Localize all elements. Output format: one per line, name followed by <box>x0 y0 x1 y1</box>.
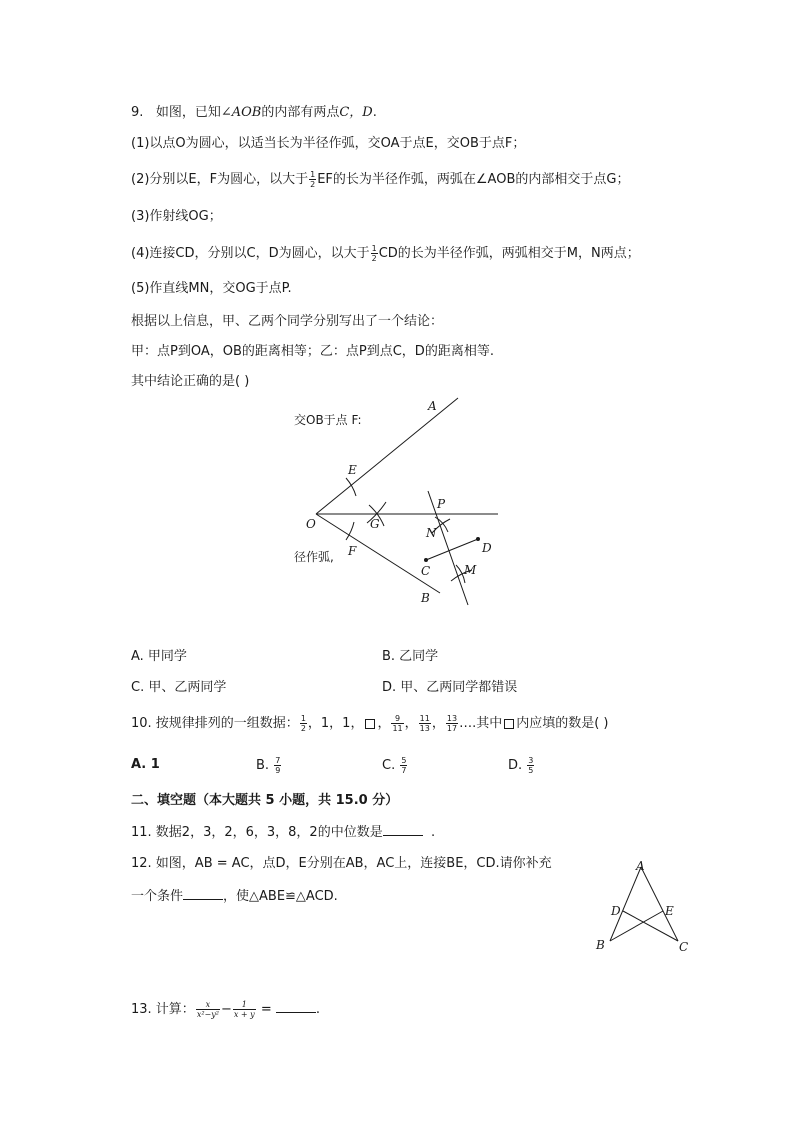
answer-blank[interactable] <box>383 823 423 836</box>
label-p: P <box>437 497 446 511</box>
q12-line1: 12. 如图，AB = AC，点D，E分别在AB，AC上，连接BE，CD.请你补充 <box>131 856 552 871</box>
q9-step4: (4)连接CD，分别以C，D为圆心，以大于 $\frac{1}{2}$ CD的长为半径作弧，两弧相交于M，N两点； <box>131 244 640 263</box>
label-a: A <box>428 399 437 413</box>
q13: 13. 计算： $\frac{x}{\text{x²−y²}}$ − $\frac{1}{x + y}$ = . <box>131 1000 321 1019</box>
fraction: $\frac{x}{\text{x²−y²}}$ <box>196 1000 219 1019</box>
label-d: D <box>611 904 621 918</box>
fraction: $\frac{7}{9}$ <box>275 756 281 775</box>
answer-blank[interactable] <box>276 1000 316 1013</box>
label-f: F <box>348 544 357 558</box>
fraction: $\frac{11}{13}$ <box>419 714 430 733</box>
label-a: A <box>636 859 645 873</box>
fraction: $\frac{1}{2}$ <box>371 244 377 263</box>
q11: 11. 数据2，3，2，6，3，8，2的中位数是 . <box>131 825 436 840</box>
q10-option-a[interactable]: A. 1 <box>131 757 160 772</box>
q9-option-d[interactable]: D. 甲、乙两同学都错误 <box>382 680 518 695</box>
label-m: M <box>464 563 477 577</box>
point-d <box>476 537 480 541</box>
label-c: C <box>421 564 431 578</box>
figure-note-bottom: 径作弧, <box>294 550 334 564</box>
label-b: B <box>596 938 605 952</box>
blank-box <box>365 719 375 729</box>
answer-blank[interactable] <box>183 887 223 900</box>
q9-step2: (2)分别以E，F为圆心，以大于 $\frac{1}{2}$ EF的长为半径作弧，两弧在∠AOB的内部相交于点G； <box>131 170 630 189</box>
label-n: N <box>426 526 437 540</box>
label-c: C <box>679 940 689 954</box>
label-b: B <box>421 591 430 605</box>
q12-line2: 一个条件 ，使△ABE≌△ACD. <box>131 889 338 904</box>
q9-option-b[interactable]: B. 乙同学 <box>382 649 439 664</box>
fraction: $\frac{9}{11}$ <box>392 714 403 733</box>
q9-geometry-figure <box>280 390 520 615</box>
fraction: $\frac{5}{7}$ <box>401 756 407 775</box>
q9-question: 其中结论正确的是( ) <box>131 374 250 389</box>
q10-option-b[interactable]: B. $\frac{7}{9}$ <box>256 756 281 775</box>
q9-info: 根据以上信息，甲、乙两个同学分别写出了一个结论： <box>131 314 444 329</box>
q9-option-c[interactable]: C. 甲、乙两同学 <box>131 680 227 695</box>
arc-e <box>346 478 356 496</box>
q9-conclusions: 甲：点P到OA，OB的距离相等；乙：点P到点C，D的距离相等. <box>131 344 494 359</box>
fraction: $\frac{13}{17}$ <box>446 714 458 733</box>
q9-step3: (3)作射线OG； <box>131 209 222 224</box>
fraction: $\frac{1}{x + y}$ <box>233 1000 255 1019</box>
blank-box <box>504 719 514 729</box>
section-heading: 二、填空题（本大题共 5 小题，共 15.0 分） <box>131 793 399 808</box>
q12-triangle-figure <box>590 855 700 960</box>
q10-option-d[interactable]: D. $\frac{3}{5}$ <box>508 756 534 775</box>
segment-cd <box>426 539 478 560</box>
fraction: $\frac{1}{2}$ <box>300 714 306 733</box>
q9-option-a[interactable]: A. 甲同学 <box>131 649 187 664</box>
figure-note-top: 交OB于点 F: <box>294 413 362 427</box>
line-mn <box>428 491 468 605</box>
q9-stem: 9. 如图，已知∠AOB的内部有两点C，D. <box>131 105 377 120</box>
fraction: $\frac{3}{5}$ <box>528 756 534 775</box>
q10-stem: 10. 按规律排列的一组数据： $\frac{1}{2}$ ，1，1， ， $\frac{9}{11}$ ， $\frac{11}{13}$ ， $\frac{13}{17}$ ….其中 内应填的数是( ) <box>131 714 609 733</box>
label-g: G <box>370 517 380 531</box>
label-o: O <box>306 517 316 531</box>
label-e: E <box>665 904 674 918</box>
label-e: E <box>348 463 357 477</box>
label-d: D <box>482 541 492 555</box>
fraction: $\frac{1}{2}$ <box>310 170 316 189</box>
q9-step1: (1)以点O为圆心，以适当长为半径作弧，交OA于点E，交OB于点F； <box>131 136 526 151</box>
point-c <box>424 558 428 562</box>
q9-step5: (5)作直线MN，交OG于点P. <box>131 281 292 296</box>
q10-option-c[interactable]: C. $\frac{5}{7}$ <box>382 756 407 775</box>
